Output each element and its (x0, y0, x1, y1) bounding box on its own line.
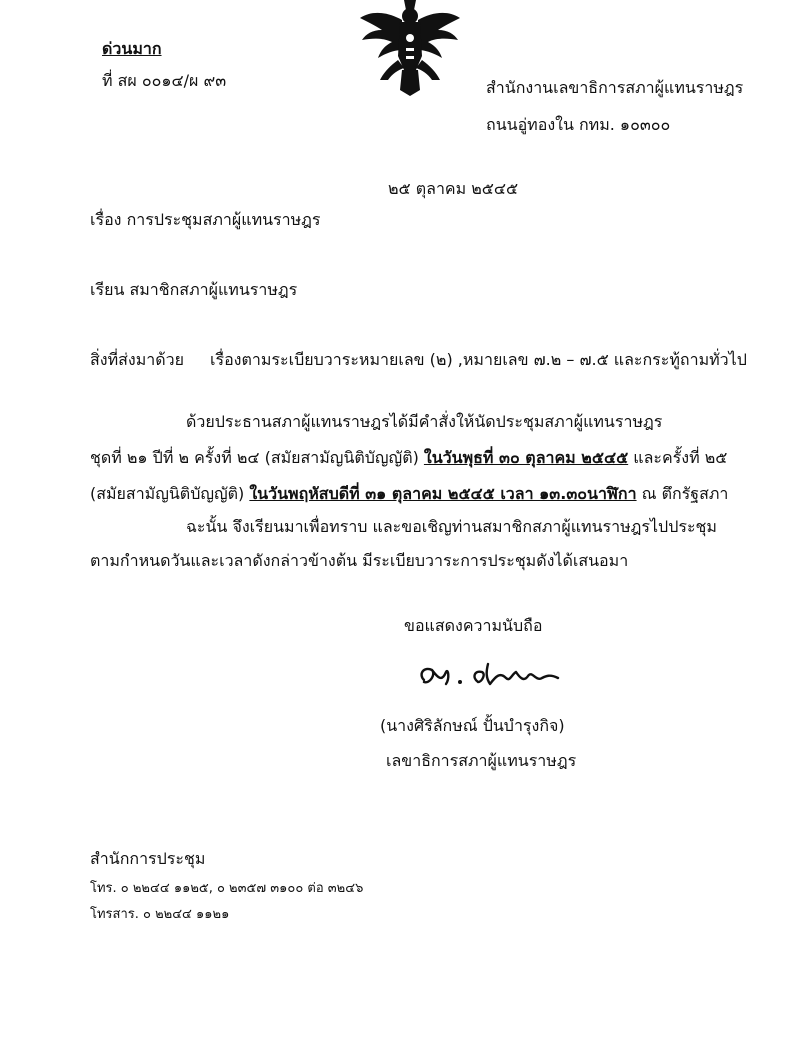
meeting-date-2: ในวันพฤหัสบดีที่ ๓๑ ตุลาคม ๒๕๔๕ เวลา ๑๓.๓๐นาฬิกา (249, 484, 637, 503)
body-line-2 (90, 448, 727, 468)
enclosure-label: สิ่งที่ส่งมาด้วย (90, 350, 184, 369)
body-line-3-part-c: ณ ตึกรัฐสภา (641, 484, 729, 503)
footer-phone: โทร. ๐ ๒๒๔๔ ๑๑๒๕, ๐ ๒๓๕๗ ๓๑๐๐ ต่อ ๓๒๔๖ (90, 881, 364, 896)
body-line-3-part-a: (สมัยสามัญนิติบัญญัติ) (90, 484, 245, 503)
enclosure-text: เรื่องตามระเบียบวาระหมายเลข (๒) ,หมายเลข ๗.๒ – ๗.๕ และกระทู้ถามทั่วไป (210, 350, 747, 369)
body-line-2-part-c: และครั้งที่ ๒๕ (633, 448, 728, 467)
urgent-label: ด่วนมาก (102, 39, 162, 58)
reference-number: ที่ สผ ๐๐๑๔/ผ ๙๓ (102, 71, 227, 90)
body-line-4: ฉะนั้น จึงเรียนมาเพื่อทราบ และขอเชิญท่านสมาชิกสภาผู้แทนราษฎรไปประชุม (186, 517, 717, 536)
garuda-emblem-icon (358, 0, 462, 96)
closing-salutation: ขอแสดงความนับถือ (404, 616, 543, 635)
footer-fax: โทรสาร. ๐ ๒๒๔๔ ๑๑๒๑ (90, 907, 230, 922)
signatory-position: เลขาธิการสภาผู้แทนราษฎร (386, 751, 577, 770)
body-line-1: ด้วยประธานสภาผู้แทนราษฎรได้มีคำสั่งให้นัดประชุมสภาผู้แทนราษฎร (186, 412, 663, 431)
meeting-date-1: ในวันพุธที่ ๓๐ ตุลาคม ๒๕๔๕ (423, 448, 629, 467)
recipient-line: เรียน สมาชิกสภาผู้แทนราษฎร (90, 280, 298, 299)
body-line-2-part-a: ชุดที่ ๒๑ ปีที่ ๒ ครั้งที่ ๒๔ (สมัยสามัญนิติบัญญัติ) (90, 448, 419, 467)
letter-date: ๒๕ ตุลาคม ๒๕๔๕ (388, 179, 519, 198)
signature (416, 656, 566, 696)
body-line-3 (90, 484, 728, 504)
body-line-5: ตามกำหนดวันและเวลาดังกล่าวข้างต้น มีระเบียบวาระการประชุมดังได้เสนอมา (90, 551, 629, 570)
subject-line: เรื่อง การประชุมสภาผู้แทนราษฎร (90, 210, 321, 229)
signatory-name: (นางศิริลักษณ์ ปั้นบำรุงกิจ) (380, 716, 565, 735)
footer-department: สำนักการประชุม (90, 849, 206, 868)
office-address: ถนนอู่ทองใน กทม. ๑๐๓๐๐ (486, 115, 671, 134)
office-name: สำนักงานเลขาธิการสภาผู้แทนราษฎร (486, 78, 744, 97)
